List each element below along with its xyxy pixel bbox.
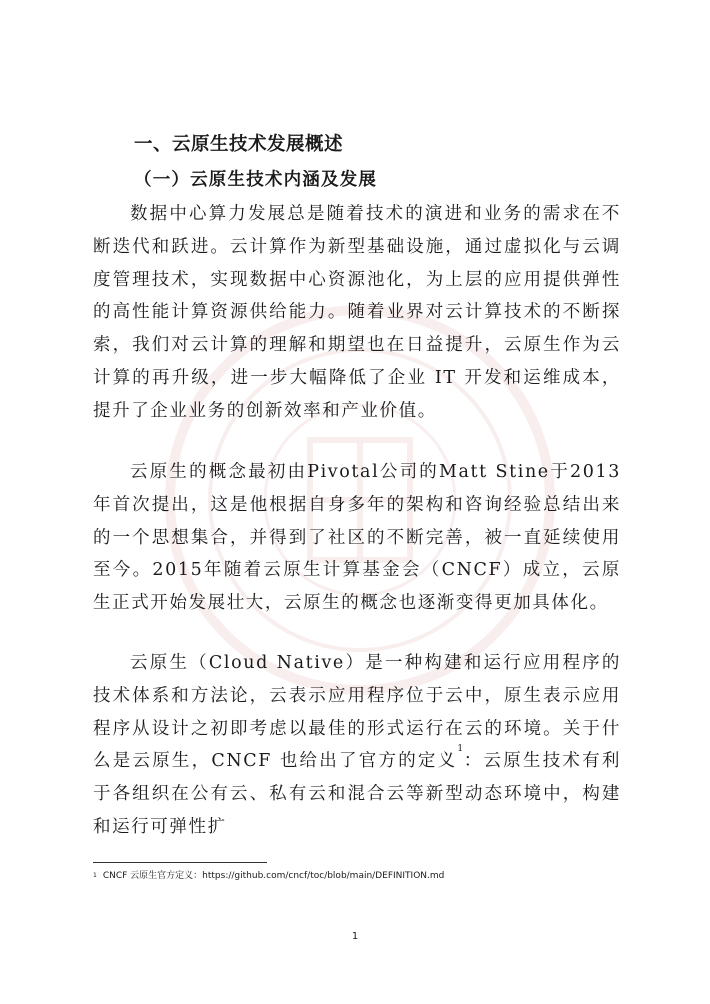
page-number: 1 [351, 931, 359, 942]
body-paragraph-3 [93, 647, 621, 844]
subsection-heading: （一）云原生技术内涵及发展 [134, 170, 378, 190]
body-paragraph-1: 数据中心算力发展总是随着技术的演进和业务的需求在不断迭代和跃进。云计算作为新型基础设施，通过虚拟化与云调度管理技术，实现数据中心资源池化，为上层的应用提供弹性的高性能计算资源供给能力。随着业界对云计算技术的不断探索，我们对云计算的理解和期望也在日益提升，云原生作为云计算的再升级，进一步大幅降低了企业 IT 开发和运维成本，提升了企业业务的创新效率和产业价值。 [93, 204, 621, 421]
footnote-marker: 1 [93, 872, 97, 879]
section-heading: 一、云原生技术发展概述 [134, 134, 344, 155]
footnote [93, 869, 444, 883]
footnote-text: CNCF 云原生官方定义：https://github.com/cncf/toc/blob/main/DEFINITION.md [102, 871, 445, 881]
footnote-divider [93, 862, 267, 863]
paragraph-3-text-start: 云原生（Cloud Native）是一种构建和运行应用程序的技术体系和方法论，云表示应用程序位于云中，原生表示应用程序从设计之初即考虑以最佳的形式运行在云的环境。关于什么是云原生，CNCF 也给出了官方的定义 [93, 653, 621, 772]
body-paragraph-2: 云原生的概念最初由Pivotal公司的Matt Stine于2013年首次提出，这是他根据自身多年的架构和咨询经验总结出来的一个思想集合，并得到了社区的不断完善，被一直延续使用至今。2015年随着云原生计算基金会（CNCF）成立，云原生正式开始发展壮大，云原生的概念也逐渐变得更加具体化。 [93, 462, 621, 614]
paragraph-3-text-end: ：云原生技术有利于各组织在公有云、私有云和混合云等新型动态环境中，构建和运行可弹性扩 [93, 751, 621, 837]
footnote-reference[interactable]: 1 [457, 744, 464, 755]
